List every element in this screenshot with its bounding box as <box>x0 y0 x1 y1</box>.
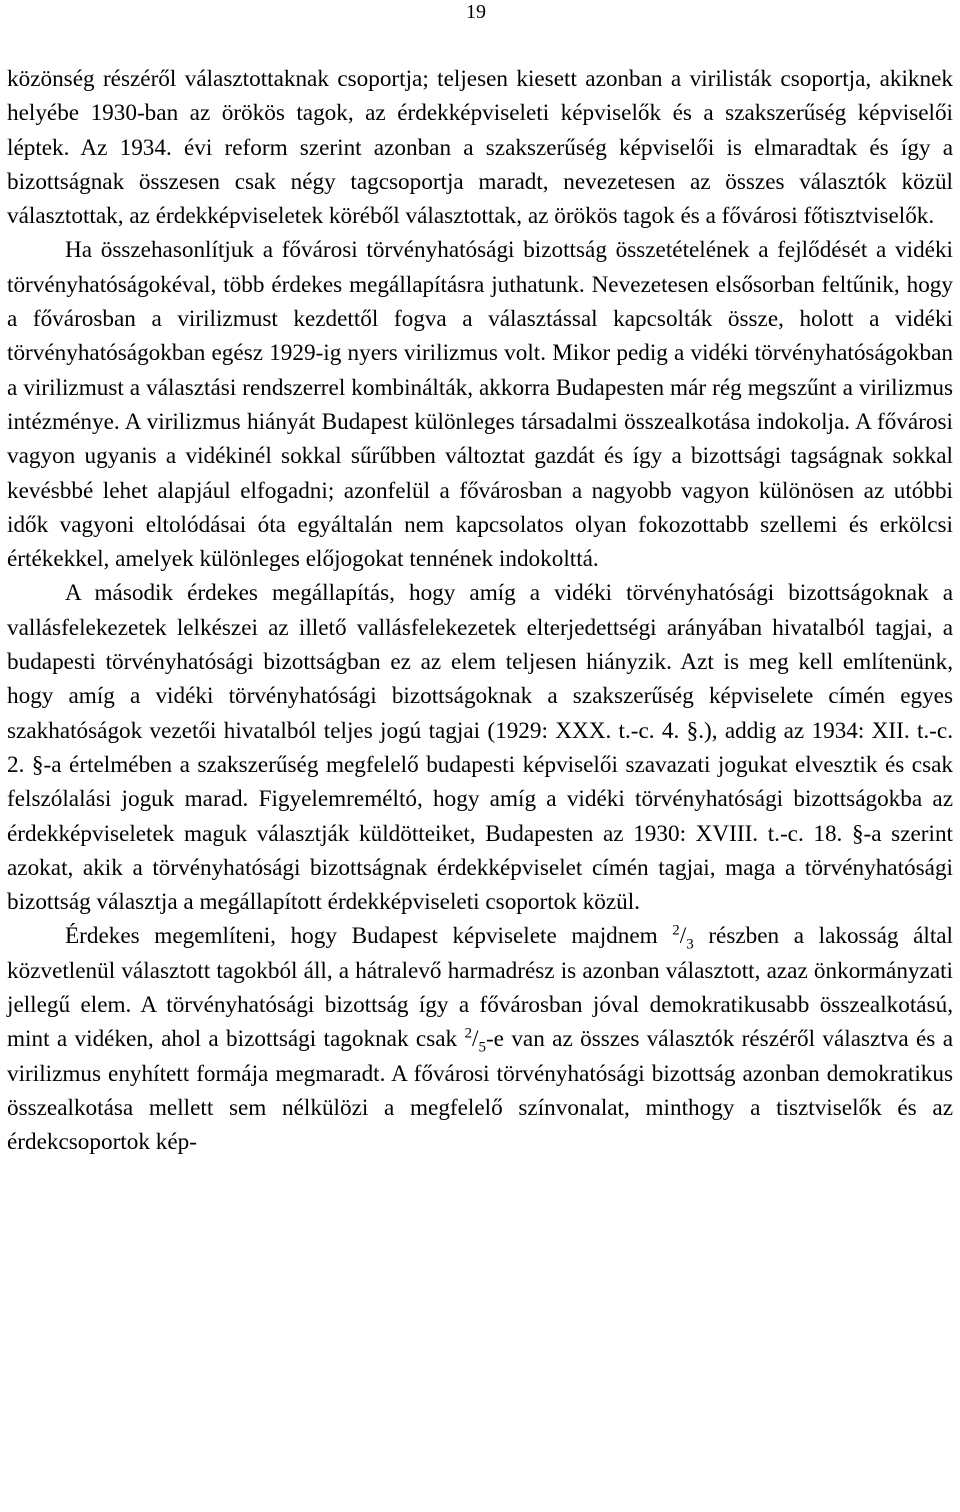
fraction-numerator: 2 <box>672 922 680 939</box>
text-segment: Érdekes megemlíteni, hogy Budapest képviselete majdnem <box>65 923 673 950</box>
body-text <box>7 62 953 1160</box>
text-segment: részben a lakosság által közvetlenül választott tagokból áll, a hátralevő harmadrész is azonban választott, azaz önkormányzati jellegű elem. A törvényhatósági bizottság így a fővárosban jóval demokratikusabb összealkotású, mint a vidéken, ahol a bizottsági tagoknak csak <box>7 923 953 1053</box>
paragraph <box>7 919 953 1159</box>
text-segment: -e van az összes választók részéről választva és a virilizmus enyhített formája megmaradt. A fővárosi törvényhatósági bizottság azonban demokratikus összealkotása mellett sem nélkülözi a megfelelő színvonalat, minthogy a tisztviselők és az érdekcsoportok kép- <box>7 1026 953 1156</box>
paragraph: Ha összehasonlítjuk a fővárosi törvényhatósági bizottság összetételének a fejlődését a vidéki törvényhatóságokéval, több érdekes megállapításra juthatunk. Nevezetesen elsősorban feltűnik, hogy a fővárosban a virilizmust kezdettől fogva a választással kapcsolták össze, holott a vidéki törvényhatóságokban egész 1929-ig nyers virilizmus volt. Mikor pedig a vidéki törvényhatóságokban a virilizmust a választási rendszerrel kombinálták, akkorra Budapesten már rég megszűnt a virilizmus intézménye. A virilizmus hiányát Budapest különleges társadalmi összealkotása indokolja. A fővárosi vagyon ugyanis a vidékinél sokkal sűrűbben változtat gazdát és így a bizottsági tagságnak sokkal kevésbbé lehet alapjául elfogadni; azonfelül a fővárosban a nagyobb vagyon különösen az utóbbi idők vagyoni eltolódásai óta egyáltalán nem kapcsolatos olyan fokozottabb szellemi és erkölcsi értékekkel, amelyek különleges előjogokat tennének indokolttá. <box>7 237 953 573</box>
page-number: 19 <box>466 1 486 23</box>
fraction-slash: / <box>679 923 687 950</box>
fraction-two-fifths <box>464 1025 486 1056</box>
paragraph: közönség részéről választottaknak csoportja; teljesen kiesett azonban a virilisták csoportja, akiknek helyébe 1930-ban az örökös tagok, az érdekképviseleti képviselők és a szakszerűség képviselői léptek. Az 1934. évi reform szerint azonban a szakszerűség képviselői is elmaradtak és így a bizottságnak összesen csak négy tagcsoportja maradt, nevezetesen az összes választók közül választottak, az érdekképviseletek köréből választottak, az örökös tagok és a fővárosi főtisztviselők. <box>7 66 953 230</box>
fraction-numerator: 2 <box>464 1025 472 1042</box>
fraction-denominator: 5 <box>478 1039 486 1056</box>
fraction-denominator: 3 <box>686 937 694 954</box>
paragraph: A második érdekes megállapítás, hogy amíg a vidéki törvényhatósági bizottságoknak a vallásfelekezetek lelkészei az illető vallásfelekezetek elterjedettségi arányában hivatalból tagjai, a budapesti törvényhatósági bizottságban ez az elem teljesen hiányzik. Azt is meg kell említenünk, hogy amíg a vidéki törvényhatósági bizottságoknak a szakszerűség képviselete címén egyes szakhatóságok vezetői hivatalból teljes jogú tagjai (1929: XXX. t.-c. 4. §.), addig az 1934: XII. t.-c. 2. §-a értelmében a szakszerűség megfelelő budapesti képviselői szavazati jogukat elvesztik és csak felszólalási joguk marad. Figyelemreméltó, hogy amíg a vidéki törvényhatósági bizottságokba az érdekképviseletek maguk választják küldötteiket, Budapesten az 1930: XVIII. t.-c. 18. §-a szerint azokat, akik a törvényhatósági bizottságnak érdekképviselet címén tagjai, maga a törvényhatósági bizottság választja a megállapított érdekképviseleti csoportok közül. <box>7 580 953 916</box>
fraction-two-thirds <box>672 922 694 954</box>
fraction-slash: / <box>471 1026 479 1053</box>
